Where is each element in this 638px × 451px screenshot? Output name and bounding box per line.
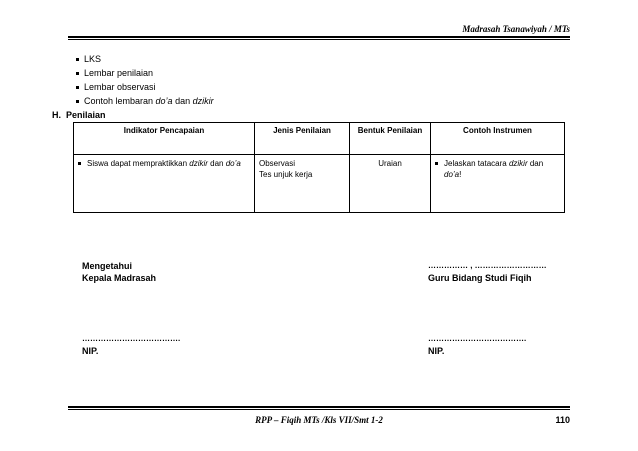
footer-divider	[68, 406, 570, 408]
materials-list	[76, 52, 214, 108]
column-header: Contoh Instrumen	[431, 123, 565, 155]
list-item	[76, 66, 214, 80]
cell-text: Observasi	[259, 159, 296, 168]
header-divider	[68, 36, 570, 38]
page-number: 110	[555, 415, 570, 425]
table-header-row	[74, 123, 565, 155]
list-item-text: LKS	[84, 54, 102, 64]
list-item-emphasis: do’a	[155, 96, 173, 106]
signature-left	[82, 260, 156, 284]
cell-text: Siswa dapat mempraktikkan	[87, 159, 190, 168]
list-item-text: Lembar penilaian	[84, 68, 154, 78]
header-divider-thin	[68, 39, 570, 40]
cell-text: Tes unjuk kerja	[259, 170, 313, 179]
assessment-table	[73, 122, 565, 213]
square-bullet-icon	[78, 162, 81, 165]
footer-divider-thin	[68, 409, 570, 410]
cell-emphasis: do’a	[225, 159, 241, 168]
cell-emphasis: dzikir	[508, 159, 528, 168]
signature-right-name	[428, 333, 526, 357]
cell-emphasis: do’a	[444, 170, 460, 179]
footer-title: RPP – Fiqih MTs /Kls VII/Smt 1-2	[255, 415, 383, 425]
column-header: Indikator Pencapaian	[74, 123, 255, 155]
square-bullet-icon	[76, 100, 79, 103]
signature-left-name	[82, 333, 180, 357]
instrumen-cell	[431, 155, 565, 213]
bentuk-cell: Uraian	[350, 155, 431, 213]
list-item-text: Lembar observasi	[84, 82, 156, 92]
header-title: Madrasah Tsanawiyah / MTs	[462, 24, 570, 34]
indicator-cell	[74, 155, 255, 213]
cell-text: dan	[527, 159, 546, 168]
square-bullet-icon	[76, 58, 79, 61]
nip-label: NIP.	[82, 346, 99, 356]
square-bullet-icon	[435, 162, 438, 165]
nip-label: NIP.	[428, 346, 445, 356]
square-bullet-icon	[76, 72, 79, 75]
signature-right	[428, 260, 547, 284]
table-row	[74, 155, 565, 213]
date-placeholder: …………… , ………………………	[428, 261, 547, 270]
list-item-text: dan	[172, 96, 193, 106]
list-item-emphasis: dzikir	[192, 96, 214, 106]
column-header: Bentuk Penilaian	[350, 123, 431, 155]
cell-text: Jelaskan tatacara	[444, 159, 509, 168]
name-placeholder: ……………………………….	[82, 334, 181, 343]
cell-text: !	[459, 170, 462, 179]
name-placeholder: ……………………………….	[428, 334, 527, 343]
list-item	[76, 52, 214, 66]
cell-text: dan	[207, 159, 226, 168]
signature-label: Kepala Madrasah	[82, 273, 157, 283]
cell-emphasis: dzikir	[189, 159, 208, 168]
column-header: Jenis Penilaian	[255, 123, 350, 155]
section-title: H. Penilaian	[52, 110, 106, 120]
jenis-cell	[255, 155, 350, 213]
square-bullet-icon	[76, 86, 79, 89]
list-item	[76, 80, 214, 94]
list-item-text: Contoh lembaran	[84, 96, 156, 106]
list-item	[76, 94, 214, 108]
signature-label: Mengetahui	[82, 261, 133, 271]
signature-label: Guru Bidang Studi Fiqih	[428, 273, 532, 283]
